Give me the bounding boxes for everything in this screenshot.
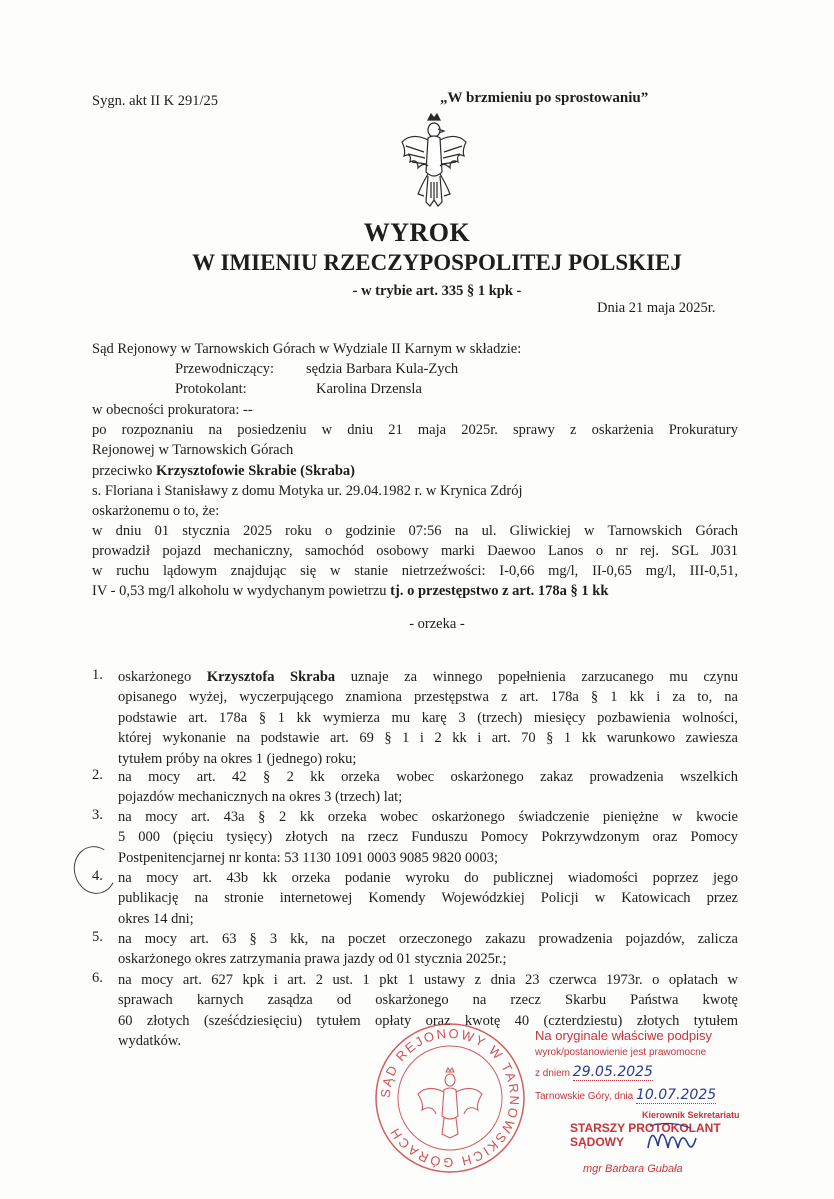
case-signature: Sygn. akt II K 291/25 [92,93,219,109]
seal-text: SĄD REJONOWY W TARNOWSKICH GÓRACH [377,1025,523,1171]
procedure-mode: - w trybie art. 335 § 1 kpk - [352,283,522,299]
item-number: 4. [92,868,103,884]
handwritten-signature [640,1118,700,1158]
chair-label: Przewodniczący: [175,361,275,377]
item-text: okres 14 dni; [118,910,194,927]
verdict-item [118,667,738,769]
item-number: 2. [92,767,103,783]
item-text: na mocy art. 42 § 2 kk orzeka wobec oskarżonego zakaz prowadzenia wszelkich [118,769,738,785]
stamp-head-of-office: Kierownik Sekretariatu [642,1110,740,1120]
item-number: 5. [92,929,103,945]
prosecutor-line: w obecności prokuratora: -- [92,402,253,418]
item-text: 5 000 (pięciu tysięcy) złotych na rzecz Funduszu Pomocy Pokrzywdzonym oraz Pomocy [118,829,738,846]
chair-value: sędzia Barbara Kula-Zych [306,361,459,377]
stamp-date-line [535,1064,745,1081]
item-text: na mocy art. 627 kpk i art. 2 ust. 1 pkt 1 ustawy z dnia 23 czerwca 1973r. o opłatach w [118,972,738,988]
item-line [118,728,738,748]
item-text: oskarżonego [118,669,207,685]
item-text: na mocy art. 43a § 2 kk orzeka wobec oskarżonego świadczenie pieniężne w kwocie [118,809,738,825]
defendant-parents: s. Floriana i Stanisławy z domu Motyka ur. 29.04.1982 r. w Krynica Zdrój [92,483,523,499]
verdict-date: Dnia 21 maja 2025r. [597,300,716,316]
item-text: na mocy art. 63 § 3 kk, na poczet orzeczonego zakazu prowadzenia pojazdów, zalicza [118,931,738,947]
stamp-clerk-name: mgr Barbara Gubała [583,1163,683,1175]
verdict-item [118,767,738,808]
charge-line-4-plain: IV - 0,53 mg/l alkoholu w wydychanym powietrzu [92,583,391,599]
item-line [118,708,738,728]
item-text: Postpenitencjarnej nr konta: 53 1130 1091 0003 9085 9820 0003; [118,849,499,866]
defendant-line [92,461,355,481]
item-line [118,807,738,827]
item-line [118,970,738,990]
item-line [118,767,738,787]
item-text: 60 złotych (sześćdziesięciu) tytułem opłaty oraz kwotę 40 (czterdziestu) złotych tytułem [118,1012,738,1029]
against-prefix: przeciwko [92,463,157,479]
item-text: uznaje za winnego popełnienia zarzucanego mu czynu [335,669,738,685]
charge-line-4 [92,581,608,601]
item-text: sprawach karnych zasądza od oskarżonego na rzecz Skarbu Państwa kwotę [118,992,738,1009]
handwritten-circle-mark [69,841,122,898]
charged-intro: oskarżonemu o to, że: [92,503,220,519]
item-text: wydatków. [118,1033,182,1050]
item-line [118,687,738,707]
defendant-name-bold: Krzysztofa Skraba [206,669,336,685]
clerk-value: Karolina Drzensla [316,381,422,397]
stamp-place-line [535,1087,745,1104]
item-text: której wykonanie na podstawie art. 69 § 1 i 2 kk i art. 70 § 1 kk warunkowo zawiesza [118,730,738,747]
court-composition: Sąd Rejonowy w Tarnowskich Górach w Wydziale II Karnym w składzie: [92,341,522,357]
verdict-subtitle: W IMIENIU RZECZYPOSPOLITEJ POLSKIEJ [192,250,682,275]
item-line [118,909,738,929]
item-line [118,827,738,847]
item-text: podstawie art. 178a § 1 kk wymierza mu karę 3 (trzech) miesięcy pozbawienia wolności, [118,709,738,726]
case-line-1: po rozpoznaniu na posiedzeniu w dniu 21 maja 2025r. sprawy z oskarżenia Prokuratury [92,422,738,438]
charge-line-3: w ruchu lądowym znajdując się w stanie nietrzeźwości: I-0,66 mg/l, II-0,65 mg/l, III-0,51, [92,563,738,579]
item-line [118,848,738,868]
stamp-place-prefix: Tarnowskie Góry, dnia [535,1091,634,1102]
item-line [118,868,738,888]
item-text: publikację na stronie internetowej Komendy Wojewódzkiej Policji w Katowicach przez [118,890,738,907]
polish-eagle-emblem [398,112,470,212]
item-number: 3. [92,807,103,823]
item-line [118,667,738,687]
charge-line-2: prowadził pojazd mechaniczny, samochód osobowy marki Daewoo Lanos o nr rej. SGL J031 [92,543,738,559]
verdict-item [118,929,738,970]
item-line [118,949,738,969]
item-line [118,749,738,769]
stamp-final-judgment: wyrok/postanowienie jest prawomocne [535,1047,707,1058]
item-line [118,787,738,807]
correction-note: „W brzmieniu po sprostowaniu” [440,90,649,106]
stamp-place-date-value: 10.07.2025 [635,1087,717,1103]
stamp-clerk-title: STARSZY PROTOKOLANT SĄDOWY [570,1121,721,1149]
charge-offense: tj. o przestępstwo z art. 178a § 1 kk [390,583,609,599]
item-text: na mocy art. 43b kk orzeka podanie wyroku do publicznej wiadomości poprzez jego [118,870,738,886]
stamp-signatures-note: Na oryginale właściwe podpisy [535,1028,713,1043]
orzeka-heading: - orzeka - [409,616,465,632]
stamp-date-value: 29.05.2025 [572,1064,653,1080]
defendant-name: Krzysztofowie Skrabie (Skraba) [156,463,355,479]
item-text: pojazdów mechanicznych na okres 3 (trzech) lat; [118,789,403,806]
item-line [118,990,738,1010]
verdict-item [118,807,738,868]
verdict-item [118,868,738,929]
item-text: tytułem próby na okres 1 (jednego) roku; [118,750,357,767]
stamp-date-prefix: z dniem [535,1068,571,1079]
item-line [118,929,738,949]
case-line-2: Rejonowej w Tarnowskich Górach [92,442,294,458]
svg-text:SĄD REJONOWY W TARNOWSKICH GÓR [378,1026,522,1170]
court-seal [370,1018,530,1178]
verdict-title: WYROK [363,218,471,247]
item-number: 6. [92,970,103,986]
item-line [118,888,738,908]
item-text: oskarżonego okres zatrzymania prawa jazdy od 01 stycznia 2025r.; [118,951,507,968]
charge-line-1: w dniu 01 stycznia 2025 roku o godzinie 07:56 na ul. Gliwickiej w Tarnowskich Górach [92,523,738,539]
item-number: 1. [92,667,103,683]
item-text: opisanego wyżej, wyczerpującego znamiona przestępstwa z art. 178a § 1 kk i za to, na [118,689,738,706]
clerk-label: Protokolant: [175,381,247,397]
